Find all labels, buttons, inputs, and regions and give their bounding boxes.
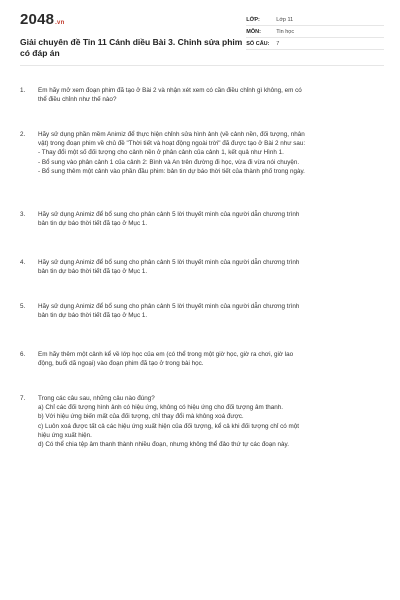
meta-value: Tin học	[276, 28, 295, 35]
meta-row-count	[246, 38, 384, 50]
question-line: - Thay đổi một số đối tượng cho cảnh nền ở phân cảnh của cảnh 1, kết quả như Hình 1.	[38, 149, 284, 157]
question-line: a) Chỉ các đối tượng hình ảnh có hiệu ứng, không có hiệu ứng cho đối tượng âm thanh.	[38, 404, 283, 412]
logo-main: 2048	[20, 11, 55, 28]
question-line: Hãy sử dụng Animiz để bổ sung cho phân cảnh 5 lời thuyết minh của người dẫn chương trình	[38, 303, 300, 310]
question-line: vật) trong đoạn phim về chủ đề "Thời tiết và hoạt động ngoài trời" đã được tạo ở Bài 2 như sau:	[38, 140, 306, 148]
question-line: c) Luôn xoá được tất cả các hiệu ứng xuất hiện của đối tượng, kể cả khi đối tượng chỉ có một	[38, 422, 299, 430]
question-line: - Bổ sung thêm một cảnh vào phần đầu phim: bản tin dự báo thời tiết của thành phố trong ngày.	[38, 167, 305, 175]
question-line: thể điều chỉnh như thế nào?	[38, 96, 117, 104]
question-text	[38, 258, 384, 276]
question-item	[20, 302, 384, 320]
question-line: Em hãy thêm một cảnh kể về lớp học của em (có thể trong một giờ học, giờ ra chơi, giờ lao	[38, 351, 294, 358]
meta-info	[246, 14, 384, 50]
question-text	[38, 86, 384, 104]
question-line: Trong các câu sau, những câu nào đúng?	[38, 395, 155, 402]
question-number: 7.	[20, 395, 26, 402]
question-item	[20, 210, 384, 228]
header-left	[20, 12, 246, 59]
question-line: Em hãy mở xem đoạn phim đã tạo ở Bài 2 và nhận xét xem có cần điều chỉnh gì không, em có	[38, 87, 302, 94]
question-line: bản tin dự báo thời tiết đã tạo ở Mục 1.	[38, 268, 148, 276]
meta-row-class	[246, 14, 384, 26]
question-text	[38, 394, 384, 449]
question-line: bản tin dự báo thời tiết đã tạo ở Mục 1.	[38, 312, 148, 320]
question-item	[20, 130, 384, 176]
question-number: 6.	[20, 351, 26, 358]
question-item	[20, 258, 384, 276]
question-number: 1.	[20, 87, 26, 94]
question-item	[20, 86, 384, 104]
meta-row-subject	[246, 26, 384, 38]
question-line: động, buổi dã ngoại) vào đoạn phim đã tạo ở trong bài học.	[38, 360, 204, 368]
meta-value: Lớp 11	[276, 16, 294, 23]
question-number: 2.	[20, 131, 26, 138]
question-line: Hãy sử dụng Animiz để bổ sung cho phân cảnh 5 lời thuyết minh của người dẫn chương trình	[38, 259, 300, 266]
question-text	[38, 210, 384, 228]
site-logo[interactable]	[20, 12, 246, 31]
question-number: 3.	[20, 211, 26, 218]
question-line: Hãy sử dụng phần mềm Animiz để thực hiện chỉnh sửa hình ảnh (về cảnh nền, đối tượng, nhân	[38, 131, 305, 138]
question-item	[20, 350, 384, 368]
question-number: 5.	[20, 303, 26, 310]
page-header	[20, 12, 384, 66]
page-title: Giải chuyên đề Tin 11 Cánh diều Bài 3. Chỉnh sửa phim có đáp án	[20, 37, 243, 58]
question-line: hiệu ứng xuất hiện.	[38, 431, 92, 439]
question-line: - Bổ sung vào phân cảnh 1 của cảnh 2: Bình và An trên đường đi học, vừa đi vừa nói chuyện.	[38, 158, 300, 166]
question-line: b) Với hiệu ứng biến mất của đối tượng, chỉ thay đổi mà không xoá được.	[38, 413, 244, 421]
meta-value: 7	[276, 40, 280, 47]
question-line: d) Có thể chia tệp âm thanh thành nhiều đoạn, nhưng không thể đảo thứ tự các đoạn này.	[38, 441, 289, 449]
question-line: Hãy sử dụng Animiz để bổ sung cho phân cảnh 5 lời thuyết minh của người dẫn chương trình	[38, 211, 300, 218]
meta-label: SỐ CÂU:	[246, 40, 270, 47]
meta-label: MÔN:	[246, 28, 261, 35]
question-item	[20, 394, 384, 449]
question-number: 4.	[20, 259, 26, 266]
question-text	[38, 130, 384, 176]
question-text	[38, 302, 384, 320]
question-line: bản tin dự báo thời tiết đã tạo ở Mục 1.	[38, 220, 148, 228]
logo-suffix: .vn	[55, 20, 65, 26]
meta-label: LỚP:	[246, 16, 260, 23]
question-text	[38, 350, 384, 368]
